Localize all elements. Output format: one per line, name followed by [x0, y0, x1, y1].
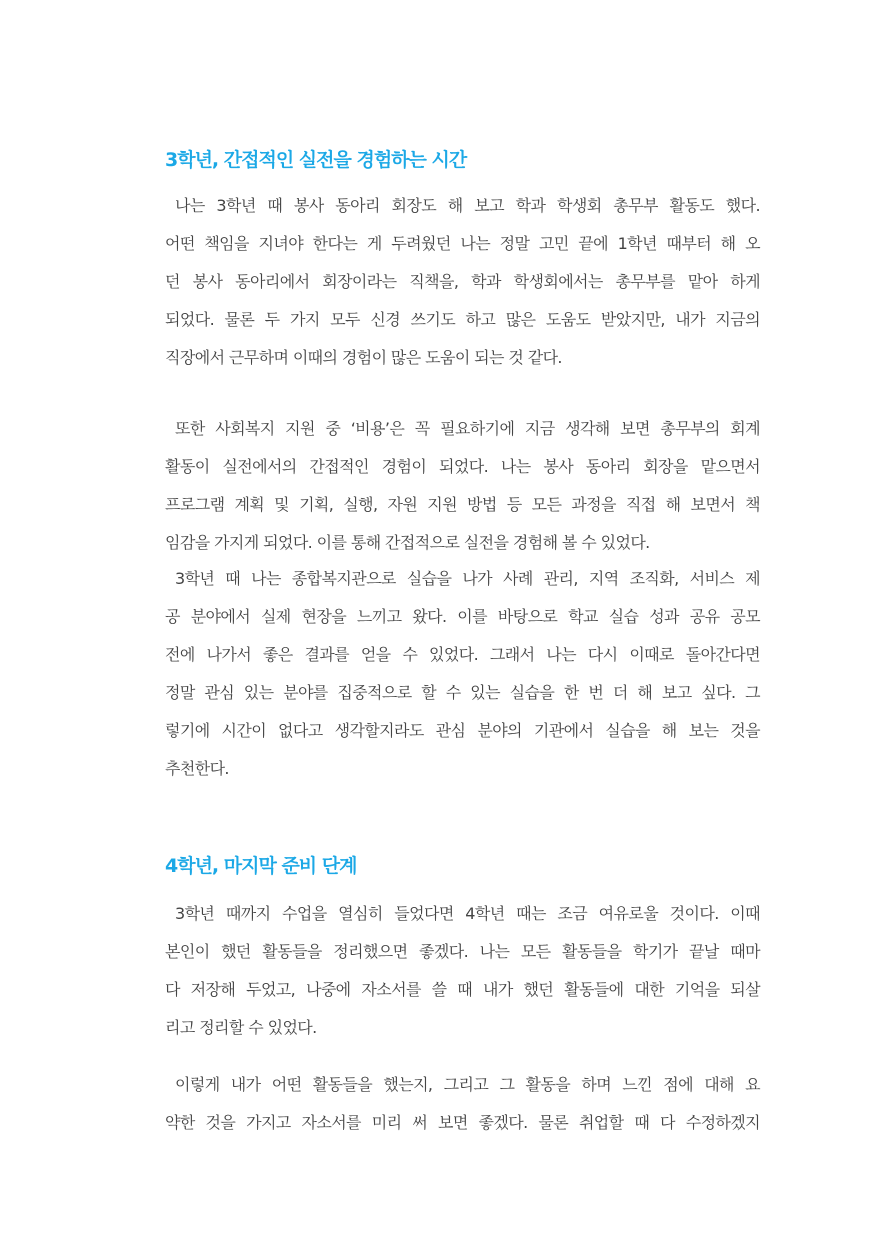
paragraph-line: 공 분야에서 실제 현장을 느끼고 왔다. 이를 바탕으로 학교 실습 성과 공유 공모	[165, 607, 760, 626]
paragraph-line: 다 저장해 두었고, 나중에 자소서를 쓸 때 내가 했던 활동들에 대한 기억을 되살	[165, 980, 760, 999]
paragraph-line: 프로그램 계획 및 기획, 실행, 자원 지원 방법 등 모든 과정을 직접 해 보면서 책	[165, 495, 760, 514]
paragraph-line: 렇기에 시간이 없다고 생각할지라도 관심 분야의 기관에서 실습을 해 보는 것을	[165, 721, 760, 740]
paragraph-line: 이렇게 내가 어떤 활동들을 했는지, 그리고 그 활동을 하며 느낀 점에 대해 요	[175, 1075, 760, 1094]
paragraph-line: 리고 정리할 수 있었다.	[165, 1018, 317, 1037]
paragraph-line: 임감을 가지게 되었다. 이를 통해 간접적으로 실전을 경험해 볼 수 있었다.	[165, 533, 650, 552]
paragraph-line: 어떤 책임을 지녀야 한다는 게 두려웠던 나는 정말 고민 끝에 1학년 때부터 해 오	[165, 234, 760, 253]
paragraph-line: 3학년 때까지 수업을 열심히 들었다면 4학년 때는 조금 여유로울 것이다. 이때	[175, 904, 760, 923]
paragraph-line: 본인이 했던 활동들을 정리했으면 좋겠다. 나는 모든 활동들을 학기가 끝날 때마	[165, 942, 760, 961]
paragraph-line: 활동이 실전에서의 간접적인 경험이 되었다. 나는 봉사 동아리 회장을 맡으면서	[165, 457, 760, 476]
paragraph-line: 되었다. 물론 두 가지 모두 신경 쓰기도 하고 많은 도움도 받았지만, 내가 지금의	[165, 310, 760, 329]
paragraph-line: 전에 나가서 좋은 결과를 얻을 수 있었다. 그래서 나는 다시 이때로 돌아간다면	[165, 645, 760, 664]
section-heading: 3학년, 간접적인 실전을 경험하는 시간	[165, 149, 467, 171]
paragraph-line: 추천한다.	[165, 759, 229, 778]
paragraph-line: 나는 3학년 때 봉사 동아리 회장도 해 보고 학과 학생회 총무부 활동도 했다.	[175, 196, 760, 215]
paragraph-line: 직장에서 근무하며 이때의 경험이 많은 도움이 되는 것 같다.	[165, 348, 562, 367]
paragraph-line: 3학년 때 나는 종합복지관으로 실습을 나가 사례 관리, 지역 조직화, 서비스 제	[175, 569, 760, 588]
paragraph-line: 던 봉사 동아리에서 회장이라는 직책을, 학과 학생회에서는 총무부를 맡아 하게	[165, 272, 760, 291]
section-heading: 4학년, 마지막 준비 단계	[165, 855, 357, 877]
paragraph-line: 또한 사회복지 지원 중 ‘비용’은 꼭 필요하기에 지금 생각해 보면 총무부의 회계	[175, 419, 760, 438]
paragraph-line: 약한 것을 가지고 자소서를 미리 써 보면 좋겠다. 물론 취업할 때 다 수정하겠지	[165, 1113, 760, 1132]
paragraph-line: 정말 관심 있는 분야를 집중적으로 할 수 있는 실습을 한 번 더 해 보고 싶다. 그	[165, 683, 760, 702]
